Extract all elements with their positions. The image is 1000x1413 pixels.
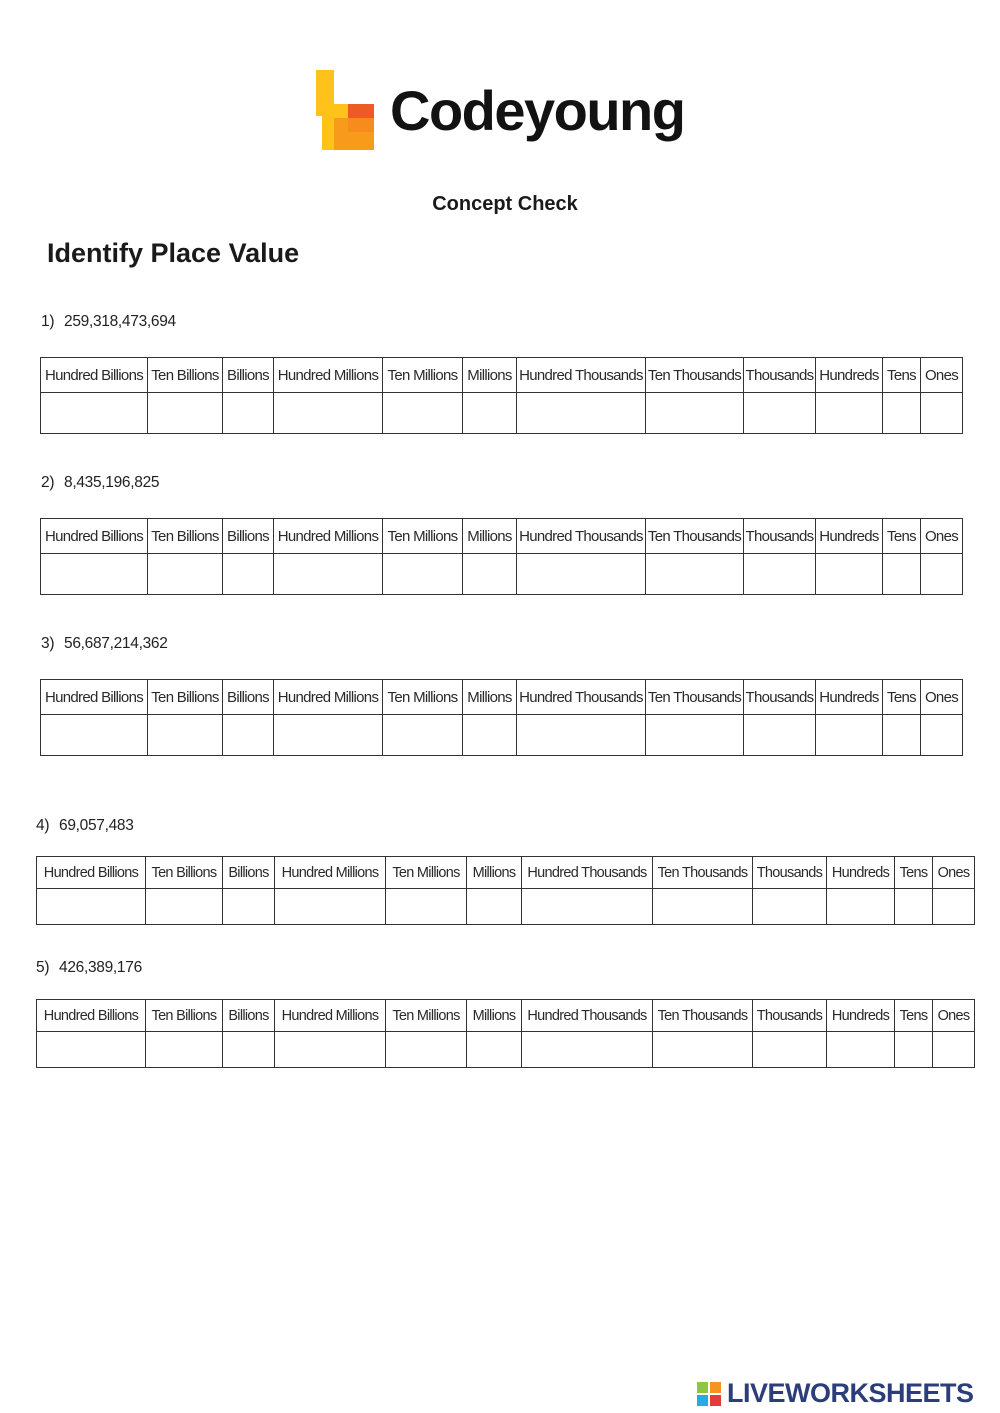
- answer-cell[interactable]: [653, 889, 753, 925]
- header-cell: Billions: [223, 519, 274, 554]
- liveworksheets-logo-icon: [697, 1382, 721, 1406]
- answer-cell[interactable]: [646, 554, 744, 595]
- header-cell: Billions: [223, 358, 274, 393]
- header-cell: Ten Thousands: [646, 519, 744, 554]
- header-cell: Ten Millions: [386, 857, 467, 889]
- answer-cell[interactable]: [744, 554, 816, 595]
- answer-cell[interactable]: [274, 393, 383, 434]
- question-value: 259,318,473,694: [64, 313, 176, 330]
- question-value: 426,389,176: [59, 959, 142, 976]
- header-cell: Ten Thousands: [653, 1000, 753, 1032]
- header-cell: Thousands: [753, 1000, 827, 1032]
- answer-cell[interactable]: [646, 393, 744, 434]
- header-cell: Ten Thousands: [646, 680, 744, 715]
- question-value: 69,057,483: [59, 817, 134, 834]
- header-cell: Hundred Thousands: [522, 857, 653, 889]
- answer-cell[interactable]: [383, 554, 463, 595]
- place-value-table-2: [40, 518, 963, 595]
- answer-cell[interactable]: [386, 1032, 467, 1068]
- header-cell: Tens: [883, 358, 921, 393]
- answer-cell[interactable]: [895, 1032, 933, 1068]
- header-cell: Ten Millions: [383, 519, 463, 554]
- answer-cell[interactable]: [517, 715, 646, 756]
- question-4-label: [36, 817, 134, 835]
- question-number: 4): [36, 817, 50, 834]
- answer-cell[interactable]: [41, 393, 148, 434]
- header-cell: Tens: [895, 1000, 933, 1032]
- header-cell: Ten Billions: [146, 857, 223, 889]
- place-value-table-3: [40, 679, 963, 756]
- answer-cell[interactable]: [467, 889, 522, 925]
- header-cell: Hundred Millions: [275, 857, 386, 889]
- answer-cell[interactable]: [146, 889, 223, 925]
- liveworksheets-logo: [697, 1378, 974, 1409]
- answer-cell[interactable]: [41, 554, 148, 595]
- answer-cell[interactable]: [816, 715, 883, 756]
- question-1-label: [41, 313, 176, 331]
- header-cell: Millions: [463, 358, 517, 393]
- answer-cell[interactable]: [274, 715, 383, 756]
- answer-cell[interactable]: [467, 1032, 522, 1068]
- header-cell: Hundred Thousands: [517, 358, 646, 393]
- header-cell: Tens: [895, 857, 933, 889]
- question-value: 56,687,214,362: [64, 635, 168, 652]
- header-cell: Hundreds: [827, 1000, 895, 1032]
- answer-cell[interactable]: [517, 554, 646, 595]
- answer-cell[interactable]: [463, 715, 517, 756]
- answer-cell[interactable]: [223, 393, 274, 434]
- answer-cell[interactable]: [921, 554, 963, 595]
- answer-cell[interactable]: [37, 889, 146, 925]
- header-cell: Hundred Billions: [41, 358, 148, 393]
- header-cell: Millions: [467, 857, 522, 889]
- header-cell: Ten Millions: [386, 1000, 467, 1032]
- header-cell: Thousands: [753, 857, 827, 889]
- codeyoung-logo: [314, 68, 684, 154]
- header-cell: Millions: [463, 680, 517, 715]
- question-3-label: [41, 635, 168, 653]
- answer-cell[interactable]: [148, 715, 223, 756]
- header-cell: Billions: [223, 680, 274, 715]
- answer-cell[interactable]: [463, 393, 517, 434]
- codeyoung-logo-text: Codeyoung: [390, 79, 685, 142]
- header-cell: Hundreds: [816, 519, 883, 554]
- codeyoung-logo-icon: [314, 68, 378, 154]
- page-title: Identify Place Value: [47, 238, 300, 268]
- header-cell: Millions: [467, 1000, 522, 1032]
- concept-check-heading: Concept Check: [432, 193, 578, 215]
- header-cell: Ten Billions: [148, 358, 223, 393]
- question-5-label: [36, 959, 142, 977]
- header-cell: Ten Billions: [146, 1000, 223, 1032]
- answer-cell[interactable]: [522, 1032, 653, 1068]
- header-cell: Hundred Millions: [274, 680, 383, 715]
- header-cell: Tens: [883, 680, 921, 715]
- header-cell: Ones: [921, 680, 963, 715]
- header-cell: Ten Thousands: [653, 857, 753, 889]
- header-cell: Hundred Billions: [37, 857, 146, 889]
- answer-cell[interactable]: [275, 889, 386, 925]
- header-cell: Hundred Billions: [37, 1000, 146, 1032]
- answer-cell[interactable]: [816, 393, 883, 434]
- answer-cell[interactable]: [517, 393, 646, 434]
- header-cell: Ones: [933, 1000, 975, 1032]
- answer-cell[interactable]: [41, 715, 148, 756]
- header-cell: Hundred Thousands: [517, 680, 646, 715]
- header-cell: Hundred Millions: [274, 358, 383, 393]
- answer-cell[interactable]: [383, 715, 463, 756]
- answer-cell[interactable]: [933, 1032, 975, 1068]
- header-cell: Hundred Billions: [41, 680, 148, 715]
- answer-cell[interactable]: [827, 889, 895, 925]
- header-cell: Millions: [463, 519, 517, 554]
- question-number: 2): [41, 474, 55, 491]
- place-value-table-5: [36, 999, 975, 1068]
- answer-cell[interactable]: [522, 889, 653, 925]
- place-value-table-1: [40, 357, 963, 434]
- answer-cell[interactable]: [223, 554, 274, 595]
- answer-cell[interactable]: [921, 715, 963, 756]
- answer-cell[interactable]: [883, 554, 921, 595]
- answer-cell[interactable]: [744, 715, 816, 756]
- answer-cell[interactable]: [646, 715, 744, 756]
- question-number: 3): [41, 635, 55, 652]
- header-cell: Hundreds: [816, 680, 883, 715]
- answer-cell[interactable]: [386, 889, 467, 925]
- question-number: 1): [41, 313, 55, 330]
- question-number: 5): [36, 959, 50, 976]
- header-cell: Hundred Billions: [41, 519, 148, 554]
- header-cell: Ten Thousands: [646, 358, 744, 393]
- header-cell: Ten Billions: [148, 519, 223, 554]
- answer-cell[interactable]: [223, 715, 274, 756]
- header-cell: Thousands: [744, 519, 816, 554]
- answer-cell[interactable]: [883, 393, 921, 434]
- answer-cell[interactable]: [744, 393, 816, 434]
- header-cell: Ones: [933, 857, 975, 889]
- header-cell: Hundreds: [827, 857, 895, 889]
- answer-cell[interactable]: [383, 393, 463, 434]
- answer-cell[interactable]: [653, 1032, 753, 1068]
- answer-cell[interactable]: [146, 1032, 223, 1068]
- answer-cell[interactable]: [753, 1032, 827, 1068]
- question-2-label: [41, 474, 159, 492]
- answer-cell[interactable]: [463, 554, 517, 595]
- header-cell: Thousands: [744, 680, 816, 715]
- liveworksheets-logo-text: LIVEWORKSHEETS: [727, 1378, 974, 1408]
- answer-cell[interactable]: [223, 1032, 275, 1068]
- answer-cell[interactable]: [827, 1032, 895, 1068]
- answer-cell[interactable]: [816, 554, 883, 595]
- answer-cell[interactable]: [883, 715, 921, 756]
- answer-cell[interactable]: [921, 393, 963, 434]
- header-cell: Thousands: [744, 358, 816, 393]
- header-cell: Ten Millions: [383, 680, 463, 715]
- header-cell: Hundred Thousands: [517, 519, 646, 554]
- header-cell: Ones: [921, 358, 963, 393]
- header-cell: Ones: [921, 519, 963, 554]
- place-value-table-4: [36, 856, 975, 925]
- answer-cell[interactable]: [148, 393, 223, 434]
- answer-cell[interactable]: [895, 889, 933, 925]
- header-cell: Billions: [223, 1000, 275, 1032]
- question-value: 8,435,196,825: [64, 474, 160, 491]
- answer-cell[interactable]: [148, 554, 223, 595]
- header-cell: Billions: [223, 857, 275, 889]
- header-cell: Hundred Millions: [274, 519, 383, 554]
- answer-cell[interactable]: [933, 889, 975, 925]
- answer-cell[interactable]: [37, 1032, 146, 1068]
- header-cell: Hundred Thousands: [522, 1000, 653, 1032]
- header-cell: Hundreds: [816, 358, 883, 393]
- header-cell: Ten Billions: [148, 680, 223, 715]
- answer-cell[interactable]: [274, 554, 383, 595]
- header-cell: Hundred Millions: [275, 1000, 386, 1032]
- answer-cell[interactable]: [223, 889, 275, 925]
- answer-cell[interactable]: [753, 889, 827, 925]
- answer-cell[interactable]: [275, 1032, 386, 1068]
- header-cell: Ten Millions: [383, 358, 463, 393]
- header-cell: Tens: [883, 519, 921, 554]
